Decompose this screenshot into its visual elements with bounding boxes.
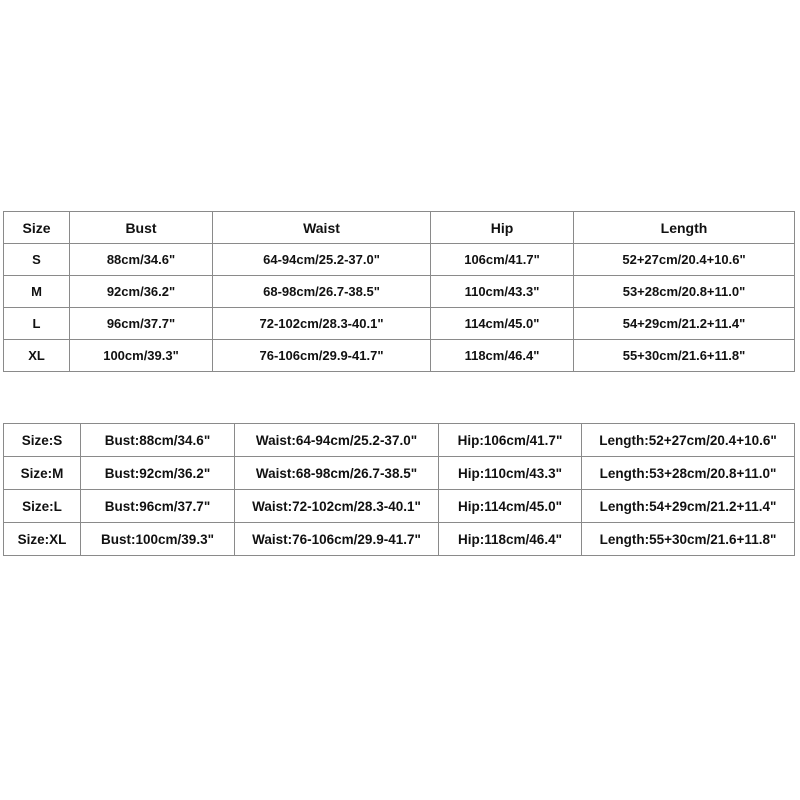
- cell-bust: 100cm/39.3": [70, 340, 213, 372]
- cell-bust: 96cm/37.7": [70, 308, 213, 340]
- header-hip: Hip: [431, 212, 574, 244]
- cell-size: XL: [4, 340, 70, 372]
- table-row: [4, 276, 795, 308]
- cell-length: Length:55+30cm/21.6+11.8": [582, 523, 795, 556]
- table-row: [4, 244, 795, 276]
- cell-length: Length:54+29cm/21.2+11.4": [582, 490, 795, 523]
- cell-hip: 114cm/45.0": [431, 308, 574, 340]
- cell-hip: Hip:118cm/46.4": [439, 523, 582, 556]
- cell-bust: Bust:88cm/34.6": [81, 424, 235, 457]
- header-bust: Bust: [70, 212, 213, 244]
- cell-length: 53+28cm/20.8+11.0": [574, 276, 795, 308]
- table-row: [4, 490, 795, 523]
- cell-hip: 106cm/41.7": [431, 244, 574, 276]
- cell-size: Size:L: [4, 490, 81, 523]
- size-chart-table: [3, 211, 795, 372]
- cell-length: 55+30cm/21.6+11.8": [574, 340, 795, 372]
- cell-length: Length:52+27cm/20.4+10.6": [582, 424, 795, 457]
- cell-size: Size:M: [4, 457, 81, 490]
- cell-bust: 88cm/34.6": [70, 244, 213, 276]
- cell-waist: 68-98cm/26.7-38.5": [213, 276, 431, 308]
- header-waist: Waist: [213, 212, 431, 244]
- cell-hip: Hip:106cm/41.7": [439, 424, 582, 457]
- cell-waist: Waist:76-106cm/29.9-41.7": [235, 523, 439, 556]
- table-row: [4, 340, 795, 372]
- cell-size: Size:XL: [4, 523, 81, 556]
- header-row: [4, 212, 795, 244]
- cell-size: L: [4, 308, 70, 340]
- header-size: Size: [4, 212, 70, 244]
- cell-waist: Waist:72-102cm/28.3-40.1": [235, 490, 439, 523]
- cell-hip: Hip:114cm/45.0": [439, 490, 582, 523]
- table-row: [4, 308, 795, 340]
- cell-hip: 110cm/43.3": [431, 276, 574, 308]
- cell-bust: Bust:96cm/37.7": [81, 490, 235, 523]
- cell-length: 52+27cm/20.4+10.6": [574, 244, 795, 276]
- table-row: [4, 457, 795, 490]
- header-length: Length: [574, 212, 795, 244]
- size-chart-labeled-table: [3, 423, 795, 556]
- cell-bust: Bust:100cm/39.3": [81, 523, 235, 556]
- cell-length: Length:53+28cm/20.8+11.0": [582, 457, 795, 490]
- cell-size: Size:S: [4, 424, 81, 457]
- cell-waist: Waist:68-98cm/26.7-38.5": [235, 457, 439, 490]
- cell-bust: Bust:92cm/36.2": [81, 457, 235, 490]
- cell-waist: 64-94cm/25.2-37.0": [213, 244, 431, 276]
- cell-size: M: [4, 276, 70, 308]
- cell-waist: 76-106cm/29.9-41.7": [213, 340, 431, 372]
- cell-length: 54+29cm/21.2+11.4": [574, 308, 795, 340]
- cell-hip: Hip:110cm/43.3": [439, 457, 582, 490]
- cell-bust: 92cm/36.2": [70, 276, 213, 308]
- table-row: [4, 424, 795, 457]
- table-row: [4, 523, 795, 556]
- cell-waist: Waist:64-94cm/25.2-37.0": [235, 424, 439, 457]
- cell-waist: 72-102cm/28.3-40.1": [213, 308, 431, 340]
- cell-size: S: [4, 244, 70, 276]
- cell-hip: 118cm/46.4": [431, 340, 574, 372]
